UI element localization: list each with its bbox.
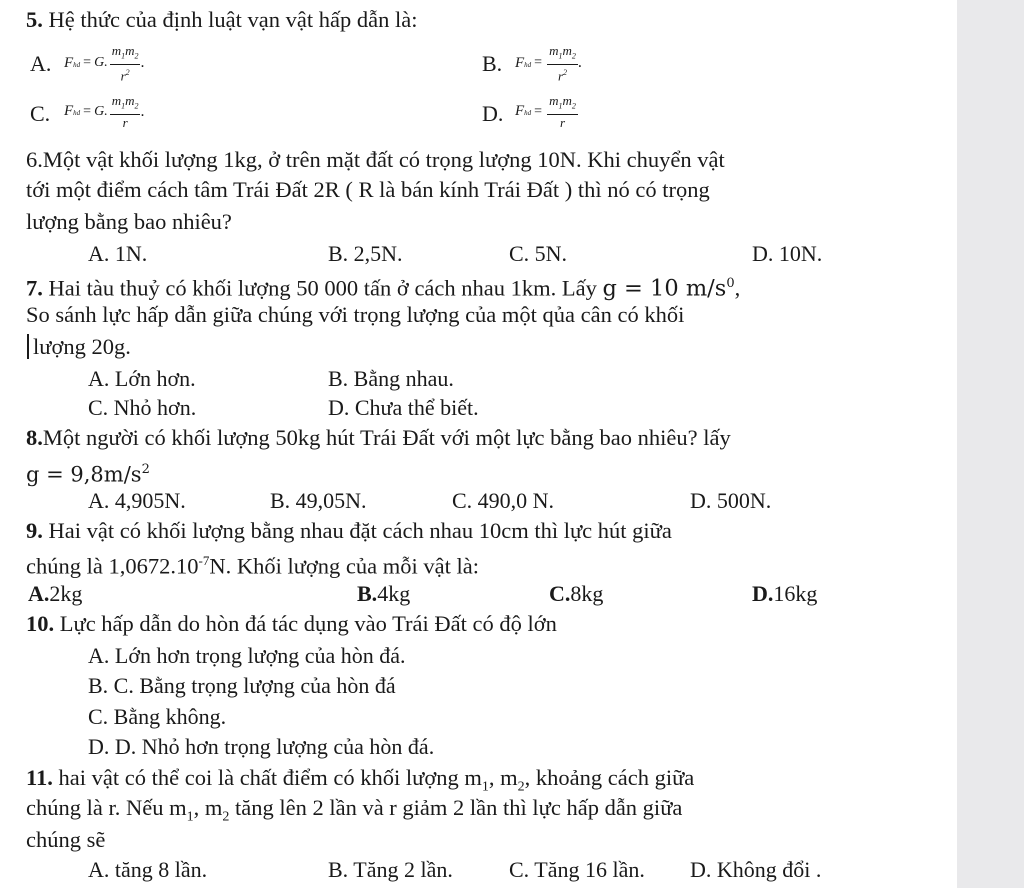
q10-option-d: D. D. Nhỏ hơn trọng lượng của hòn đá. <box>88 734 435 759</box>
q7-option-a: A. Lớn hơn. <box>88 366 196 391</box>
q6-option-a: A. 1N. <box>88 241 148 266</box>
q11-line-3: chúng sẽ <box>26 827 106 852</box>
q11-option-a: A. tăng 8 lần. <box>88 857 208 882</box>
q9-option-b: B.4kg <box>357 581 411 606</box>
q5-option-c-formula: F hd = G. $\frac{m_1m_2}{r}$ . <box>64 93 145 130</box>
q11-line-1: 11. hai vật có thể coi là chất điểm có khối lượng $m_1$, $m_2$, khoảng cách giữa <box>26 765 695 795</box>
q5-number: 5. <box>26 7 43 32</box>
q11-option-b: B. Tăng 2 lần. <box>328 857 453 882</box>
q9-option-a: A.2kg <box>28 581 83 606</box>
q7-option-b: B. Bằng nhau. <box>328 366 454 391</box>
q9-line-1: 9. Hai vật có khối lượng bằng nhau đặt cách nhau 10cm thì lực hút giữa <box>26 518 672 543</box>
q6-line-1: 6.Một vật khối lượng 1kg, ở trên mặt đất có trọng lượng 10N. Khi chuyển vật <box>26 147 725 172</box>
q10-option-a: A. Lớn hơn trọng lượng của hòn đá. <box>88 643 406 668</box>
right-side-panel <box>957 0 1024 888</box>
q5-option-c-label: C. <box>30 101 51 126</box>
q7-line-3: lượng 20g. <box>33 334 131 359</box>
q6-option-d: D. 10N. <box>752 241 823 266</box>
q10-line-1: 10. Lực hấp dẫn do hòn đá tác dụng vào Trái Đất có độ lớn <box>26 611 557 636</box>
q7-option-d: D. Chưa thể biết. <box>328 395 479 420</box>
q5-text: Hệ thức của định luật vạn vật hấp dẫn là: <box>42 7 418 32</box>
q7-line-1: 7. Hai tàu thuỷ có khối lượng 50 000 tấn ở cách nhau 1km. Lấy g = 10 $m/s^0$, <box>26 275 741 302</box>
q7-option-c: C. Nhỏ hơn. <box>88 395 197 420</box>
q10-option-c: C. Bằng không. <box>88 704 227 729</box>
q8-line-1: 8.Một người có khối lượng 50kg hút Trái Đất với một lực bằng bao nhiêu? lấy <box>26 425 731 450</box>
q9-option-d: D.16kg <box>752 581 818 606</box>
text-cursor <box>27 334 29 359</box>
q6-option-b: B. 2,5N. <box>328 241 403 266</box>
question-5 <box>26 6 417 34</box>
q9-option-c: C.8kg <box>549 581 604 606</box>
q5-option-b-formula: F hd = $\frac{m_1m_2}{r^2}$ . <box>515 43 582 83</box>
q5-option-d-formula: F hd = $\frac{m_1m_2}{r}$ <box>515 93 576 130</box>
q8-option-d: D. 500N. <box>690 488 772 513</box>
q11-line-2: chúng là r. Nếu $m_1$, $m_2$ tăng lên 2 lần và r giảm 2 lần thì lực hấp dẫn giữa <box>26 795 683 825</box>
q9-line-2: chúng là $1,0672.10^{-7}N$. Khối lượng của mỗi vật là: <box>26 553 479 579</box>
q6-line-2: tới một điểm cách tâm Trái Đất 2R ( R là bán kính Trái Đất ) thì nó có trọng <box>26 177 710 202</box>
q5-option-d-label: D. <box>482 101 504 126</box>
q6-option-c: C. 5N. <box>509 241 568 266</box>
q11-option-d: D. Không đổi . <box>690 857 822 882</box>
q10-option-b: B. C. Bằng trọng lượng của hòn đá <box>88 673 396 698</box>
q5-option-a-label: A. <box>30 51 52 76</box>
q5-option-b-label: B. <box>482 51 503 76</box>
q7-line-2: So sánh lực hấp dẫn giữa chúng với trọng lượng của một qủa cân có khối <box>26 302 685 327</box>
q11-option-c: C. Tăng 16 lần. <box>509 857 645 882</box>
q8-option-b: B. 49,05N. <box>270 488 367 513</box>
q5-option-a-formula: F hd = G. $\frac{m_1m_2}{r^2}$ . <box>64 43 145 83</box>
q6-line-3: lượng bằng bao nhiêu? <box>26 209 232 234</box>
q8-option-a: A. 4,905N. <box>88 488 186 513</box>
q8-option-c: C. 490,0 N. <box>452 488 555 513</box>
q8-line-2: $g = 9,8m/s^2$ <box>26 462 150 487</box>
